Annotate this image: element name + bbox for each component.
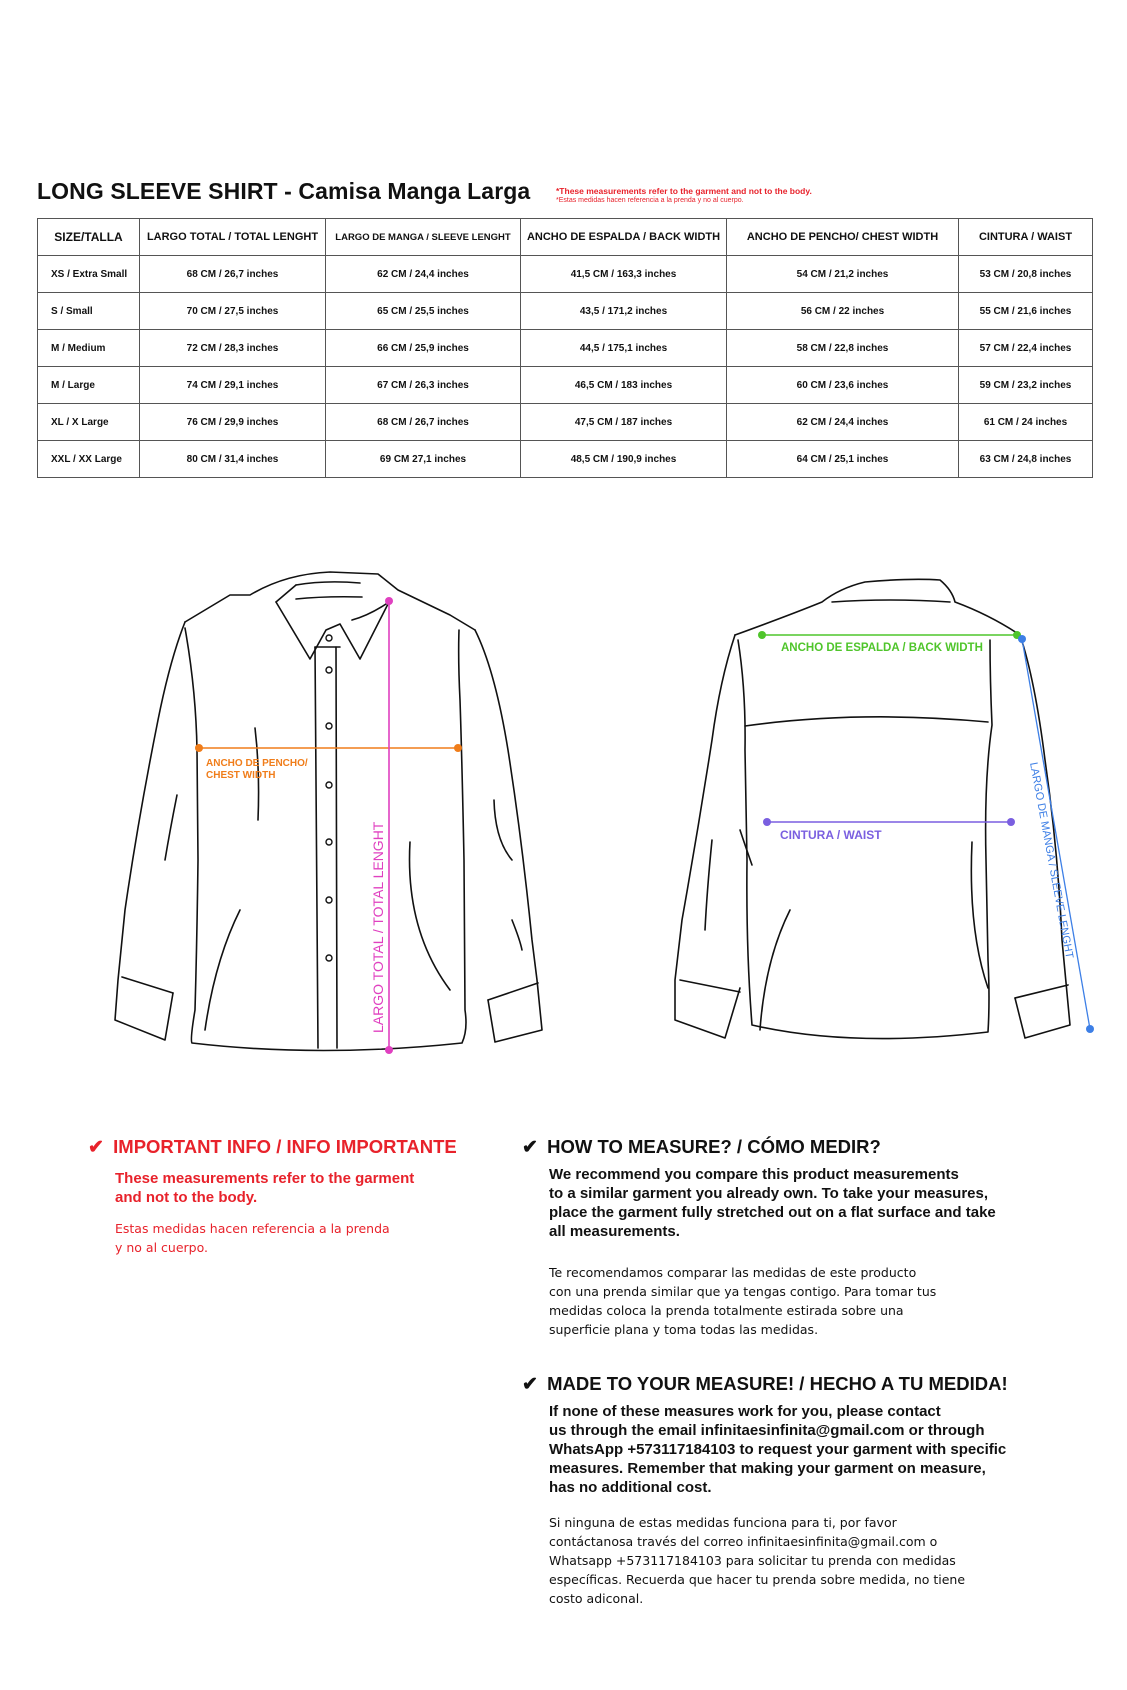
cell-back-width: 46,5 CM / 183 inches bbox=[521, 367, 727, 404]
cell-back-width: 47,5 CM / 187 inches bbox=[521, 404, 727, 441]
cell-waist: 61 CM / 24 inches bbox=[959, 404, 1093, 441]
table-row bbox=[38, 330, 1093, 367]
length-dot-endpoint bbox=[385, 597, 393, 605]
cell-chest-width: 54 CM / 21,2 inches bbox=[727, 256, 959, 293]
chest-width-label: ANCHO DE PENCHO/ bbox=[206, 758, 308, 769]
sleeve-length-label: LARGO DE MANGA / SLEEVE LENGHT bbox=[1027, 761, 1076, 960]
cell-total-length: 70 CM / 27,5 inches bbox=[140, 293, 326, 330]
cell-back-width: 48,5 CM / 190,9 inches bbox=[521, 441, 727, 478]
cell-sleeve-length: 65 CM / 25,5 inches bbox=[326, 293, 521, 330]
sleeve-length-measure bbox=[1018, 635, 1094, 1033]
cell-total-length: 72 CM / 28,3 inches bbox=[140, 330, 326, 367]
cell-back-width: 41,5 CM / 163,3 inches bbox=[521, 256, 727, 293]
garment-note-es: *Estas medidas hacen referencia a la prenda y no al cuerpo. bbox=[556, 197, 744, 204]
cell-size: XXL / XX Large bbox=[38, 441, 140, 478]
cell-sleeve-length: 66 CM / 25,9 inches bbox=[326, 330, 521, 367]
how-to-measure-en: We recommend you compare this product measurements to a similar garment you already own. To take your measures, place the garment fully stretched out on a flat surface and take all measurements. bbox=[549, 1166, 996, 1240]
total-length-label: LARGO TOTAL / TOTAL LENGHT bbox=[370, 821, 386, 1033]
front-shirt-outline bbox=[115, 572, 542, 1051]
header-back-width: ANCHO DE ESPALDA / BACK WIDTH bbox=[521, 219, 727, 256]
cell-chest-width: 62 CM / 24,4 inches bbox=[727, 404, 959, 441]
made-to-measure-heading: MADE TO YOUR MEASURE! / HECHO A TU MEDIDA! bbox=[547, 1373, 1008, 1394]
cell-waist: 59 CM / 23,2 inches bbox=[959, 367, 1093, 404]
cell-waist: 55 CM / 21,6 inches bbox=[959, 293, 1093, 330]
table-row bbox=[38, 441, 1093, 478]
chest-dot-endpoint bbox=[195, 744, 203, 752]
cell-size: XS / Extra Small bbox=[38, 256, 140, 293]
cell-chest-width: 64 CM / 25,1 inches bbox=[727, 441, 959, 478]
back-dot-endpoint bbox=[758, 631, 766, 639]
cell-sleeve-length: 62 CM / 24,4 inches bbox=[326, 256, 521, 293]
cell-total-length: 74 CM / 29,1 inches bbox=[140, 367, 326, 404]
cell-sleeve-length: 67 CM / 26,3 inches bbox=[326, 367, 521, 404]
table-row bbox=[38, 367, 1093, 404]
back-width-measure bbox=[758, 631, 1021, 654]
garment-note-en: *These measurements refer to the garment and not to the body. bbox=[556, 186, 812, 196]
total-length-measure bbox=[370, 597, 393, 1054]
cell-waist: 57 CM / 22,4 inches bbox=[959, 330, 1093, 367]
table-header-row bbox=[38, 219, 1093, 256]
important-info-heading: IMPORTANT INFO / INFO IMPORTANTE bbox=[113, 1136, 457, 1157]
important-info-section bbox=[88, 1136, 508, 1257]
how-to-measure-heading: HOW TO MEASURE? / CÓMO MEDIR? bbox=[547, 1136, 881, 1157]
cell-waist: 63 CM / 24,8 inches bbox=[959, 441, 1093, 478]
front-shirt-buttons bbox=[326, 635, 332, 961]
cell-back-width: 44,5 / 175,1 inches bbox=[521, 330, 727, 367]
chest-width-measure bbox=[195, 744, 462, 781]
cell-total-length: 68 CM / 26,7 inches bbox=[140, 256, 326, 293]
header-chest-width: ANCHO DE PENCHO/ CHEST WIDTH bbox=[727, 219, 959, 256]
how-to-measure-section bbox=[522, 1136, 1122, 1339]
important-info-es: Estas medidas hacen referencia a la prenda y no al cuerpo. bbox=[115, 1221, 390, 1255]
cell-size: S / Small bbox=[38, 293, 140, 330]
important-info-en: These measurements refer to the garment and not to the body. bbox=[115, 1170, 415, 1206]
check-icon: ✔ bbox=[88, 1137, 104, 1158]
chest-width-label-2: CHEST WIDTH bbox=[206, 770, 276, 781]
table-row bbox=[38, 256, 1093, 293]
waist-measure bbox=[763, 818, 1015, 842]
check-icon: ✔ bbox=[522, 1374, 538, 1395]
size-table bbox=[37, 218, 1093, 478]
cell-chest-width: 58 CM / 22,8 inches bbox=[727, 330, 959, 367]
made-to-measure-es: Si ninguna de estas medidas funciona para ti, por favor contáctanosa través del correo infinitaesinfinita@gmail.com o Whatsapp +573117184103 para solicitar tu prenda con medidas específicas. Recuerda que hacer tu prenda sobre medida, no tiene costo adiconal. bbox=[549, 1515, 966, 1606]
sleeve-dot-endpoint bbox=[1018, 635, 1026, 643]
cell-sleeve-length: 69 CM 27,1 inches bbox=[326, 441, 521, 478]
header-size: SIZE/TALLA bbox=[38, 219, 140, 256]
made-to-measure-section bbox=[522, 1373, 1122, 1608]
waist-dot-endpoint bbox=[763, 818, 771, 826]
cell-size: M / Medium bbox=[38, 330, 140, 367]
page-title: LONG SLEEVE SHIRT - Camisa Manga Larga bbox=[37, 178, 531, 204]
back-width-label: ANCHO DE ESPALDA / BACK WIDTH bbox=[781, 642, 983, 654]
check-icon: ✔ bbox=[522, 1137, 538, 1158]
waist-label: CINTURA / WAIST bbox=[780, 828, 882, 842]
waist-dot-endpoint bbox=[1007, 818, 1015, 826]
cell-chest-width: 60 CM / 23,6 inches bbox=[727, 367, 959, 404]
length-dot-endpoint bbox=[385, 1046, 393, 1054]
cell-size: M / Large bbox=[38, 367, 140, 404]
header-waist: CINTURA / WAIST bbox=[959, 219, 1093, 256]
cell-chest-width: 56 CM / 22 inches bbox=[727, 293, 959, 330]
table-row bbox=[38, 293, 1093, 330]
cell-size: XL / X Large bbox=[38, 404, 140, 441]
sleeve-line bbox=[1022, 639, 1090, 1029]
cell-sleeve-length: 68 CM / 26,7 inches bbox=[326, 404, 521, 441]
cell-total-length: 76 CM / 29,9 inches bbox=[140, 404, 326, 441]
header-total-length: LARGO TOTAL / TOTAL LENGHT bbox=[140, 219, 326, 256]
cell-back-width: 43,5 / 171,2 inches bbox=[521, 293, 727, 330]
how-to-measure-es: Te recomendamos comparar las medidas de este producto con una prenda similar que ya tengas contigo. Para tomar tus medidas coloca la prenda totalmente estirada sobre una superficie plana y toma todas las medidas. bbox=[549, 1265, 937, 1337]
shirt-diagrams bbox=[100, 560, 1076, 1060]
made-to-measure-en: If none of these measures work for you, please contact us through the email infinitaesinfinita@gmail.com or through WhatsApp +573117184103 to request your garment with specific measures. Remember that making your garment on measure, has no additional cost. bbox=[549, 1403, 1007, 1496]
table-row bbox=[38, 404, 1093, 441]
cell-total-length: 80 CM / 31,4 inches bbox=[140, 441, 326, 478]
header-sleeve-length: LARGO DE MANGA / SLEEVE LENGHT bbox=[326, 219, 521, 256]
cell-waist: 53 CM / 20,8 inches bbox=[959, 256, 1093, 293]
garment-note bbox=[556, 186, 812, 206]
sleeve-dot-endpoint bbox=[1086, 1025, 1094, 1033]
chest-dot-endpoint bbox=[454, 744, 462, 752]
